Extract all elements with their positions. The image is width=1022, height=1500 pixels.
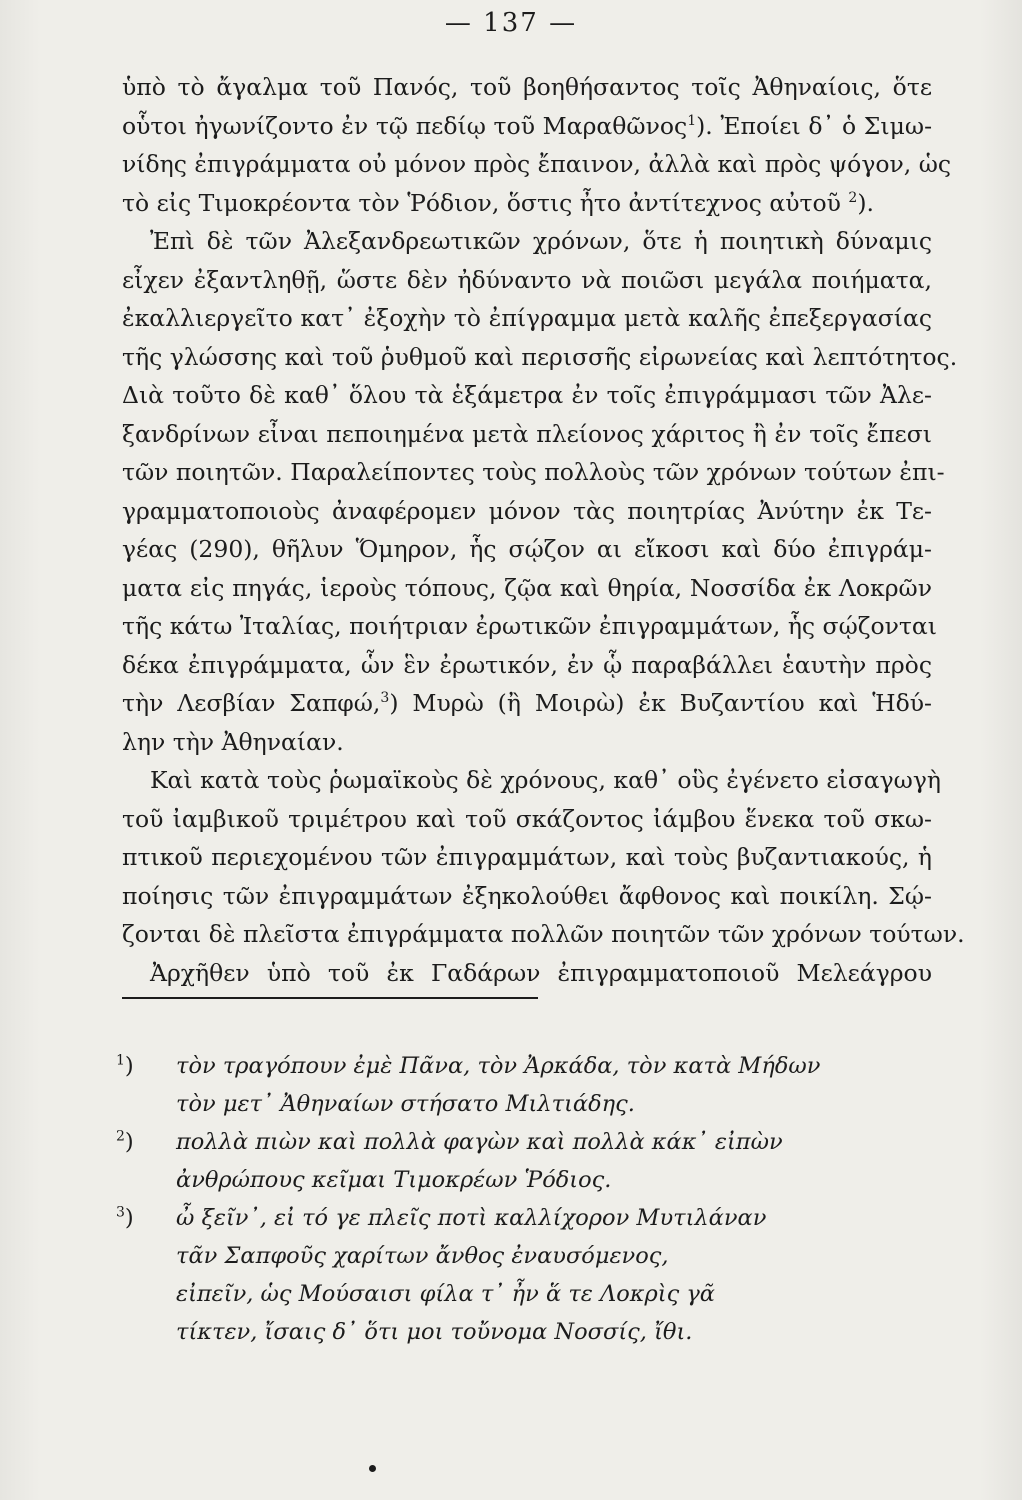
footnote-ref[interactable]: 2 <box>848 189 858 206</box>
footnote-text: πολλὰ πιὼν καὶ πολλὰ φαγὼν καὶ πολλὰ κάκ᾽ εἰπὼν <box>176 1129 783 1155</box>
footnote-text: ἀνθρώπους κεῖμαι Τιμοκρέων Ῥόδιος. <box>176 1167 612 1193</box>
text-line: τῆς γλώσσης καὶ τοῦ ῥυθμοῦ καὶ περισσῆς εἰρωνείας καὶ λεπτότητος. <box>122 342 958 371</box>
footnote-line <box>116 1313 896 1351</box>
text-segment: ). Ἐποίει δ᾽ ὁ Σιμω- <box>696 111 933 140</box>
footnote-line <box>116 1275 896 1313</box>
ink-speck <box>369 1465 376 1472</box>
footnote-ref[interactable]: 3 <box>380 690 390 707</box>
footnote-marker: $^3$) <box>116 1204 134 1231</box>
footnote-text: ὦ ξεῖν᾽, εἰ τό γε πλεῖς ποτὶ καλλίχορον Μυτιλάναν <box>176 1205 767 1231</box>
text-line: ματα εἰς πηγάς, ἱεροὺς τόπους, ζῷα καὶ θηρία, Νοσσίδα ἐκ Λοκρῶν <box>122 573 932 602</box>
footnotes <box>116 1047 896 1351</box>
footnote-text: τᾶν Σαπφοῦς χαρίτων ἄνθος ἐναυσόμενος, <box>176 1243 669 1269</box>
footnote-line <box>116 1047 896 1085</box>
text-line: ὑπὸ τὸ ἄγαλμα τοῦ Πανός, τοῦ βοηθήσαντος τοῖς Ἀθηναίοις, ὅτε <box>122 73 932 101</box>
text-line <box>122 184 932 223</box>
text-line: Ἀρχῆθεν ὑπὸ τοῦ ἐκ Γαδάρων ἐπιγραμματοποιοῦ Μελεάγρου <box>150 958 932 987</box>
footnote-text: τὸν μετ᾽ Ἀθηναίων στήσατο Μιλτιάδης. <box>176 1091 635 1117</box>
footnote-number: 3 <box>116 1204 125 1221</box>
footnote-marker: $^2$) <box>116 1128 134 1155</box>
text-line: τῆς κάτω Ἰταλίας, ποιήτριαν ἐρωτικῶν ἐπιγραμμάτων, ἧς σῴζονται <box>122 612 938 640</box>
text-line: γέας (290), θῆλυν Ὅμηρον, ἧς σῴζον αι εἴκοσι καὶ δύο ἐπιγράμ- <box>122 535 932 563</box>
footnote-line <box>116 1161 896 1199</box>
footnote-number: 2 <box>116 1128 125 1145</box>
text-line: ἐκαλλιεργεῖτο κατ᾽ ἐξοχὴν τὸ ἐπίγραμμα μετὰ καλῆς ἐπεξεργασίας <box>122 304 932 332</box>
footnote-text: τίκτεν, ἴσαις δ᾽ ὅτι μοι τοὔνομα Νοσσίς, ἴθι. <box>176 1319 693 1345</box>
text-line: ζονται δὲ πλεῖστα ἐπιγράμματα πολλῶν ποιητῶν τῶν χρόνων τούτων. <box>122 920 965 948</box>
text-segment: τὸ εἰς Τιμοκρέοντα τὸν Ῥόδιον, ὅστις ἦτο ἀντίτεχνος αὐτοῦ <box>122 188 841 217</box>
text-line: Ἐπὶ δὲ τῶν Ἀλεξανδρεωτικῶν χρόνων, ὅτε ἡ ποιητικὴ δύναμις <box>150 227 932 255</box>
text-line: νίδης ἐπιγράμματα οὐ μόνον πρὸς ἔπαινον, ἀλλὰ καὶ πρὸς ψόγον, ὡς <box>122 150 952 178</box>
text-line: λην τὴν Ἀθηναίαν. <box>122 727 344 756</box>
text-line: ποίησις τῶν ἐπιγραμμάτων ἐξηκολούθει ἄφθονος καὶ ποικίλη. Σῴ- <box>122 881 932 910</box>
text-line: γραμματοποιοὺς ἀναφέρομεν μόνον τὰς ποιητρίας Ἀνύτην ἐκ Τε- <box>122 496 932 525</box>
footnote-line <box>116 1199 896 1237</box>
footnote-line <box>116 1237 896 1275</box>
footnote-marker: $^1$) <box>116 1052 134 1079</box>
text-line: τοῦ ἰαμβικοῦ τριμέτρου καὶ τοῦ σκάζοντος ἰάμβου ἕνεκα τοῦ σκω- <box>122 804 932 833</box>
text-segment: ) Μυρὼ (ἢ Μοιρὼ) ἐκ Βυζαντίου καὶ Ἡδύ- <box>389 689 932 717</box>
footnote-text: εἰπεῖν, ὡς Μούσαισι φίλα τ᾽ ἦν ἅ τε Λοκρὶς γᾶ <box>176 1281 715 1307</box>
text-line <box>122 684 932 723</box>
text-line: εἶχεν ἐξαντληθῇ, ὥστε δὲν ἠδύναντο νὰ ποιῶσι μεγάλα ποιήματα, <box>122 265 932 294</box>
footnote-divider <box>122 997 538 999</box>
text-line: ξανδρίνων εἶναι πεποιημένα μετὰ πλείονος χάριτος ἢ ἐν τοῖς ἔπεσι <box>122 419 932 448</box>
text-line: Καὶ κατὰ τοὺς ῥωμαϊκοὺς δὲ χρόνους, καθ᾽ οὓς ἐγένετο εἰσαγωγὴ <box>150 766 941 794</box>
text-segment: τὴν Λεσβίαν Σαπφώ, <box>122 689 381 717</box>
text-segment: ). <box>857 188 874 217</box>
text-line: πτικοῦ περιεχομένου τῶν ἐπιγραμμάτων, καὶ τοὺς βυζαντιακούς, ἡ <box>122 843 932 871</box>
main-text <box>122 68 965 992</box>
text-segment: οὗτοι ἠγωνίζοντο ἐν τῷ πεδίῳ τοῦ Μαραθῶνος <box>122 111 688 140</box>
footnote-number: 1 <box>116 1052 125 1069</box>
text-line: δέκα ἐπιγράμματα, ὧν ἓν ἐρωτικόν, ἐν ᾧ παραβάλλει ἑαυτὴν πρὸς <box>122 650 932 679</box>
text-line: τῶν ποιητῶν. Παραλείποντες τοὺς πολλοὺς τῶν χρόνων τούτων ἐπι- <box>122 458 945 486</box>
page-number: — 137 — <box>444 8 578 38</box>
footnote-ref[interactable]: 1 <box>687 112 697 129</box>
footnote-text: τὸν τραγόπουν ἐμὲ Πᾶνα, τὸν Ἀρκάδα, τὸν κατὰ Μήδων <box>176 1053 821 1079</box>
footnote-line <box>116 1123 896 1161</box>
footnote-line <box>116 1085 896 1123</box>
text-line: Διὰ τοῦτο δὲ καθ᾽ ὅλου τὰ ἑξάμετρα ἐν τοῖς ἐπιγράμμασι τῶν Ἀλε- <box>122 381 932 409</box>
text-line <box>122 107 932 146</box>
